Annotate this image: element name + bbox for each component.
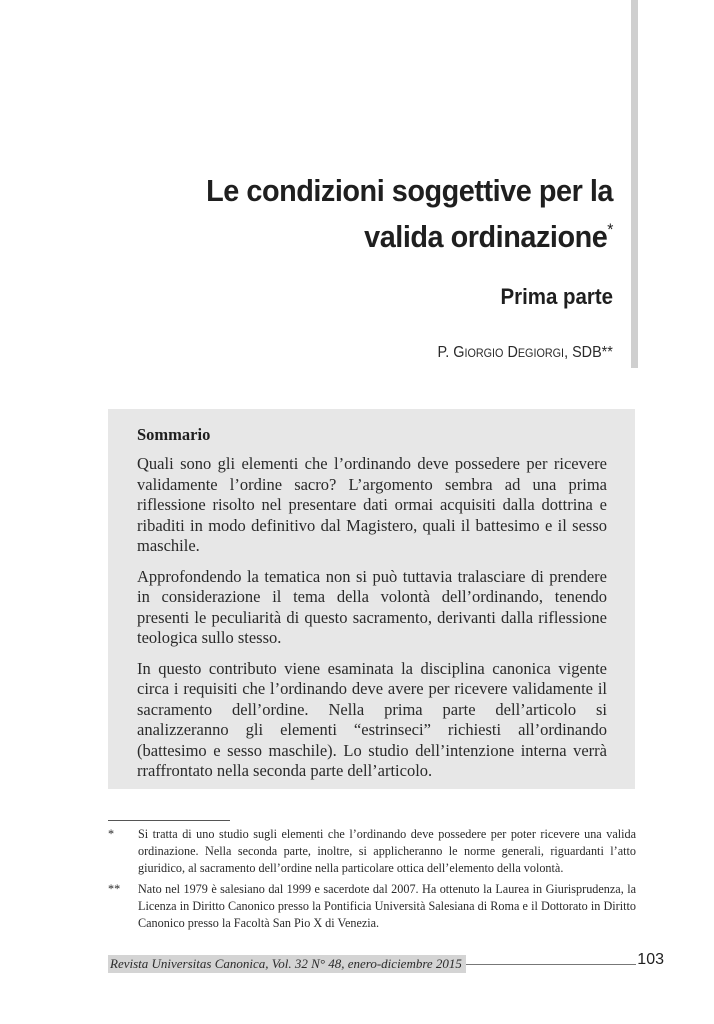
- journal-citation: Revista Universitas Canonica, Vol. 32 N° 48, enero-diciembre 2015: [108, 955, 466, 973]
- page-footer: [108, 955, 636, 973]
- footnote-mark: **: [108, 882, 121, 896]
- footnote-item: [108, 826, 636, 877]
- summary-box: [108, 409, 635, 789]
- title-footnote-mark[interactable]: *: [607, 220, 613, 239]
- author-line: [438, 344, 613, 362]
- author-last-name-smallcaps: EGIORGI: [517, 346, 565, 360]
- author-prefix: P. G: [437, 344, 465, 361]
- article-title-text: Le condizioni soggettive per la valida ordinazione: [206, 173, 613, 254]
- footnote-mark: *: [108, 827, 115, 841]
- footnotes: [108, 826, 636, 936]
- summary-paragraph: In questo contributo viene esaminata la disciplina canonica vigente circa i requisiti che l’ordinando deve avere per ricevere validamente il sacramento dell’ordine. Nella prima parte dell’articolo si analizzeranno gli elementi “estrinseci” richiesti all’ordinando (battesimo e sesso maschile). Lo studio dell’intenzione interna verrà rraffrontato nella seconda parte dell’articolo.: [137, 658, 607, 780]
- article-title: [136, 168, 613, 260]
- summary-paragraph: Quali sono gli elementi che l’ordinando deve possedere per ricevere validamente l’ordine sacro? L’argomento sembra ad una prima riflessione risolto nel presentare dati ormai acquisiti dalla dottrina e ribaditi in modo definitivo dal Magistero, quali il battesimo e il sesso maschile.: [137, 454, 607, 555]
- footnote-text: Nato nel 1979 è salesiano dal 1999 e sacerdote dal 2007. Ha ottenuto la Laurea in Giurisprudenza, la Licenza in Diritto Canonico presso la Pontificia Università Salesiana di Roma e il Dottorato in Diritto Canonico presso la Facoltà San Pio X di Venezia.: [138, 882, 636, 930]
- author-first-name-smallcaps: IORGIO: [464, 346, 504, 360]
- footnote-item: [108, 881, 636, 932]
- summary-heading: Sommario: [137, 425, 211, 444]
- footnote-separator: [108, 820, 230, 821]
- author-suffix: , SDB**: [564, 344, 613, 361]
- page-number: 103: [637, 951, 664, 968]
- decorative-side-bar: [631, 0, 638, 368]
- summary-paragraph: Approfondendo la tematica non si può tuttavia tralasciare di prendere in considerazione il tema della volontà dell’ordinando, tenendo presenti le peculiarità di questo sacramento, derivanti dalla riflessione teologica sullo stesso.: [137, 566, 607, 647]
- author-mid: D: [503, 344, 518, 361]
- article-subtitle: Prima parte: [500, 284, 613, 309]
- footnote-text: Si tratta di uno studio sugli elementi che l’ordinando deve possedere per poter ricevere una valida ordinazione. Nella seconda parte, inoltre, si applicheranno le norme generali, riguardanti l’atto giuridico, al sacramento dell’ordine nella particolare ottica dell’elemento della volontà.: [138, 827, 636, 875]
